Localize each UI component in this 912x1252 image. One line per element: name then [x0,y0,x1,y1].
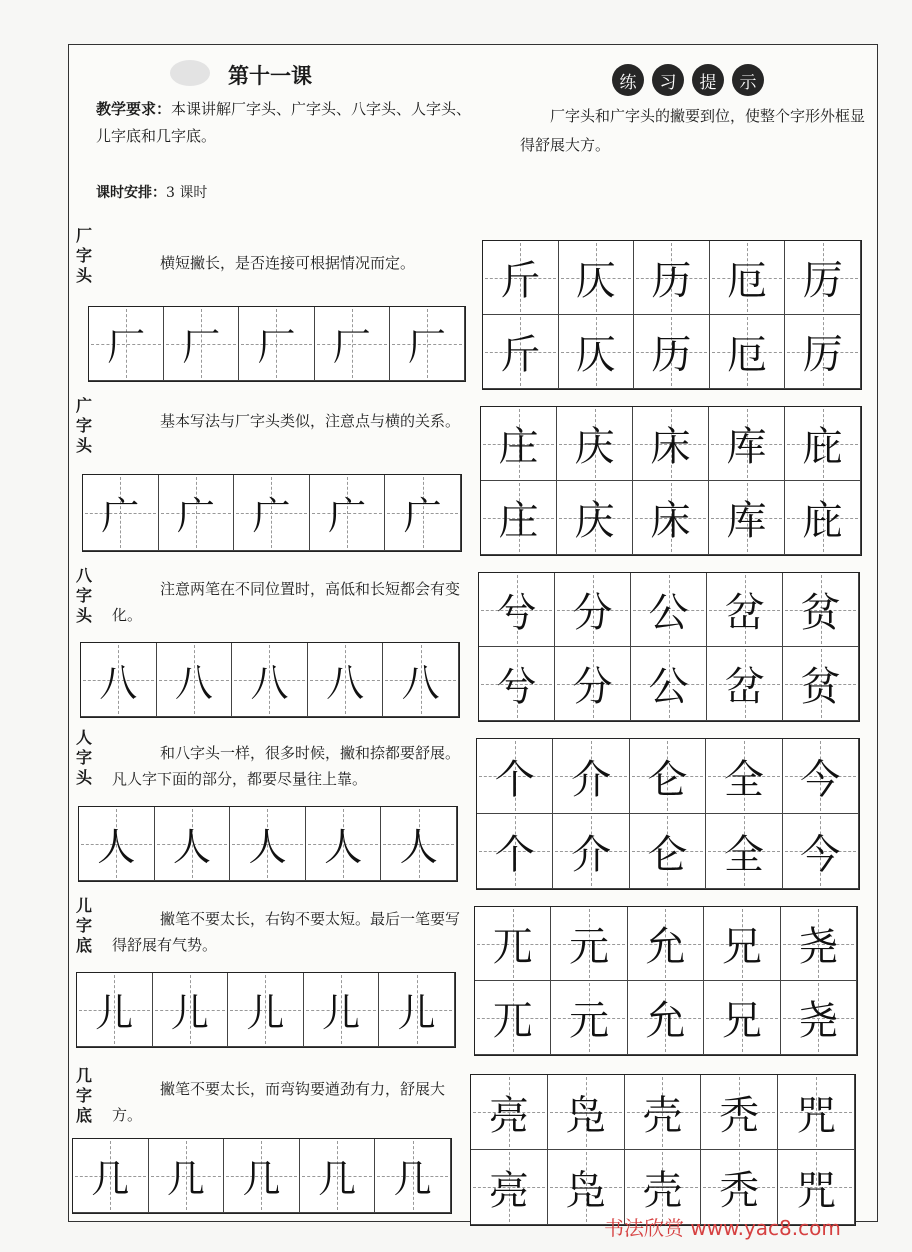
example-cell [778,1075,855,1150]
radical-cell [157,643,233,717]
radical-cell [308,643,384,717]
example-cell [630,739,706,814]
radical-practice-grid [88,306,466,382]
radical-cell [304,973,380,1047]
example-cell-char: 庇 [802,424,843,470]
example-cell [710,241,786,315]
radical-practice-grid [82,474,462,552]
example-cell-char: 贫 [800,590,841,636]
example-cell [625,1075,702,1150]
radical-cell [224,1139,300,1213]
radical-cell-char: 儿 [322,991,361,1035]
radical-practice-grid [78,806,458,882]
example-cell [630,814,706,889]
example-cell-char: 咒 [796,1167,837,1214]
example-cell-char: 庇 [802,498,843,544]
radical-cell-char: 人 [172,825,211,869]
example-cell-char: 亮 [488,1092,529,1139]
example-cell-char: 尧 [798,998,839,1044]
example-cell-char: 介 [571,831,612,878]
requirement-text: 本课讲解厂字头、广字头、八字头、人字头、儿字底和几字底。 [96,100,472,145]
section-label: 儿字底 [76,896,93,955]
example-cell-char: 元 [569,924,610,970]
lesson-schedule [96,182,207,202]
example-cell-char: 个 [494,831,535,878]
example-cell-char: 历 [651,258,692,304]
example-cell-char: 兮 [496,590,537,636]
example-cell [555,573,631,647]
example-cell-char: 壳 [642,1092,683,1139]
radical-cell-char: 几 [91,1157,130,1201]
radical-cell-char: 几 [242,1157,281,1201]
radical-cell [234,475,310,551]
example-cell [551,981,627,1055]
example-cell [783,573,859,647]
example-cell-char: 秃 [719,1092,760,1139]
radical-cell [375,1139,451,1213]
radical-cell [79,807,155,881]
lesson-badge [170,60,210,86]
example-cell-char: 斤 [500,258,541,304]
example-cell [559,241,635,315]
radical-cell-char: 人 [97,825,136,869]
example-cell-char: 兀 [492,998,533,1044]
example-cell [706,814,782,889]
tips-char: 示 [732,64,764,96]
watermark: 书法欣赏 www.yac8.com [604,1216,841,1240]
example-cell [481,407,557,481]
example-cell [707,573,783,647]
example-cell [628,981,704,1055]
example-cell [785,241,861,315]
example-cell [481,481,557,555]
section-description: 基本写法与厂字头类似，注意点与横的关系。 [160,412,461,430]
tips-text: 厂字头和广字头的撇要到位，使整个字形外框显得舒展大方。 [520,107,866,154]
radical-cell-char: 几 [393,1157,432,1201]
example-cell [706,739,782,814]
radical-cell [385,475,461,551]
radical-cell-char: 广 [101,494,140,538]
example-cell [781,981,857,1055]
tips-char: 练 [612,64,644,96]
example-cell-char: 库 [726,498,767,544]
example-cell [634,315,710,389]
example-cell [783,739,859,814]
example-cell [555,647,631,721]
example-cell [704,981,780,1055]
example-cell-char: 岔 [724,664,765,710]
schedule-label: 课时安排： [96,185,166,201]
section-description: 撇笔不要太长，右钩不要太短。最后一笔要写得舒展有气势。 [112,910,461,954]
radical-cell-char: 广 [252,494,291,538]
example-cell-char: 今 [800,756,841,803]
radical-cell-char: 儿 [397,991,436,1035]
example-cell-char: 亮 [488,1167,529,1214]
example-cell [783,814,859,889]
radical-cell-char: 八 [99,661,138,705]
radical-cell [379,973,455,1047]
example-cell-char: 床 [650,424,691,470]
radical-cell [155,807,231,881]
schedule-text: 3 课时 [166,185,208,201]
example-cell [785,407,861,481]
radical-cell [83,475,159,551]
example-character-grid [470,1074,856,1226]
example-cell-char: 仑 [647,756,688,803]
example-cell [477,814,553,889]
example-cell [475,981,551,1055]
radical-cell [300,1139,376,1213]
example-cell [483,241,559,315]
example-character-grid [482,240,862,390]
radical-cell [77,973,153,1047]
example-cell-char: 仑 [647,831,688,878]
radical-practice-grid [76,972,456,1048]
example-cell [559,315,635,389]
example-cell-char: 贫 [800,664,841,710]
example-cell [477,739,553,814]
example-cell [553,814,629,889]
example-cell [557,407,633,481]
section-label: 厂字头 [76,226,93,285]
example-cell-char: 分 [572,664,613,710]
example-cell-char: 厄 [727,332,768,378]
section-label: 八字头 [76,566,93,625]
example-cell-char: 厄 [727,258,768,304]
radical-cell [381,807,457,881]
example-cell-char: 尧 [798,924,839,970]
example-cell-char: 仄 [575,258,616,304]
example-cell-char: 全 [723,756,764,803]
radical-cell-char: 八 [326,661,365,705]
example-cell [479,647,555,721]
section-description: 横短撇长，是否连接可根据情况而定。 [160,254,416,272]
radical-cell-char: 八 [174,661,213,705]
example-cell [471,1075,548,1150]
radical-cell [232,643,308,717]
example-cell-char: 厉 [802,332,843,378]
example-cell-char: 库 [726,424,767,470]
example-character-grid [476,738,860,890]
example-cell [628,907,704,981]
radical-cell-char: 人 [324,825,363,869]
radical-cell [73,1139,149,1213]
example-cell [709,407,785,481]
example-cell [633,407,709,481]
radical-cell-char: 几 [166,1157,205,1201]
example-cell-char: 兄 [721,998,762,1044]
example-cell-char: 壳 [642,1167,683,1214]
example-cell [631,647,707,721]
section-label: 人字头 [76,728,93,787]
example-cell-char: 历 [651,332,692,378]
example-cell-char: 咒 [796,1092,837,1139]
example-cell-char: 允 [645,998,686,1044]
radical-cell [228,973,304,1047]
example-cell [704,907,780,981]
example-cell-char: 庄 [498,498,539,544]
radical-cell-char: 厂 [107,325,146,369]
example-cell-char: 仄 [575,332,616,378]
radical-cell-char: 广 [403,494,442,538]
section-label: 几字底 [76,1066,93,1125]
radical-cell-char: 儿 [170,991,209,1035]
example-cell [781,907,857,981]
example-cell-char: 个 [494,756,535,803]
radical-cell-char: 厂 [332,325,371,369]
section-label: 广字头 [76,396,93,455]
radical-cell [149,1139,225,1213]
radical-cell [383,643,459,717]
example-cell-char: 庆 [574,424,615,470]
radical-practice-grid [80,642,460,718]
example-cell [785,315,861,389]
example-cell [709,481,785,555]
radical-cell [310,475,386,551]
section-description: 注意两笔在不同位置时，高低和长短都会有变化。 [112,580,461,624]
tips-char: 提 [692,64,724,96]
radical-cell [153,973,229,1047]
example-cell [471,1150,548,1225]
example-cell [551,907,627,981]
section-description: 和八字头一样，很多时候，撇和捺都要舒展。凡人字下面的部分，都要尽量往上靠。 [112,744,461,788]
radical-cell-char: 八 [401,661,440,705]
example-character-grid [474,906,858,1056]
radical-cell-char: 厂 [407,325,446,369]
radical-cell-char: 儿 [246,991,285,1035]
example-cell [633,481,709,555]
radical-cell [164,307,239,381]
radical-cell-char: 儿 [95,991,134,1035]
example-character-grid [480,406,862,556]
example-cell [701,1075,778,1150]
lesson-title: 第十一课 [228,64,312,88]
radical-cell-char: 人 [248,825,287,869]
example-cell [483,315,559,389]
practice-tips-header [612,64,764,96]
example-cell-char: 床 [650,498,691,544]
example-cell [707,647,783,721]
radical-cell-char: 人 [399,825,438,869]
example-cell-char: 厉 [802,258,843,304]
example-cell [631,573,707,647]
example-cell [783,647,859,721]
example-cell [479,573,555,647]
radical-cell [315,307,390,381]
example-cell [548,1075,625,1150]
example-character-grid [478,572,860,722]
teaching-requirement [96,96,476,150]
radical-cell [81,643,157,717]
example-cell-char: 兀 [492,924,533,970]
radical-cell [89,307,164,381]
example-cell-char: 介 [571,756,612,803]
radical-cell [390,307,465,381]
example-cell-char: 秃 [719,1167,760,1214]
tips-char: 习 [652,64,684,96]
radical-cell-char: 厂 [182,325,221,369]
example-cell-char: 公 [648,590,689,636]
radical-cell-char: 几 [318,1157,357,1201]
example-cell-char: 庄 [498,424,539,470]
example-cell-char: 凫 [565,1092,606,1139]
radical-cell [159,475,235,551]
example-cell [475,907,551,981]
requirement-label: 教学要求： [96,100,172,118]
example-cell-char: 岔 [724,590,765,636]
example-cell-char: 庆 [574,498,615,544]
radical-cell [306,807,382,881]
radical-cell-char: 广 [328,494,367,538]
radical-practice-grid [72,1138,452,1214]
example-cell [634,241,710,315]
example-cell [710,315,786,389]
example-cell [557,481,633,555]
example-cell-char: 公 [648,664,689,710]
example-cell-char: 兮 [496,664,537,710]
example-cell-char: 全 [723,831,764,878]
example-cell-char: 兄 [721,924,762,970]
example-cell-char: 斤 [500,332,541,378]
radical-cell-char: 厂 [257,325,296,369]
radical-cell-char: 八 [250,661,289,705]
radical-cell [239,307,314,381]
example-cell-char: 元 [569,998,610,1044]
example-cell-char: 分 [572,590,613,636]
example-cell-char: 凫 [565,1167,606,1214]
example-cell-char: 允 [645,924,686,970]
example-cell [553,739,629,814]
radical-cell-char: 广 [176,494,215,538]
radical-cell [230,807,306,881]
example-cell [785,481,861,555]
example-cell-char: 今 [800,831,841,878]
section-description: 撇笔不要太长，而弯钩要遒劲有力，舒展大方。 [112,1080,446,1124]
